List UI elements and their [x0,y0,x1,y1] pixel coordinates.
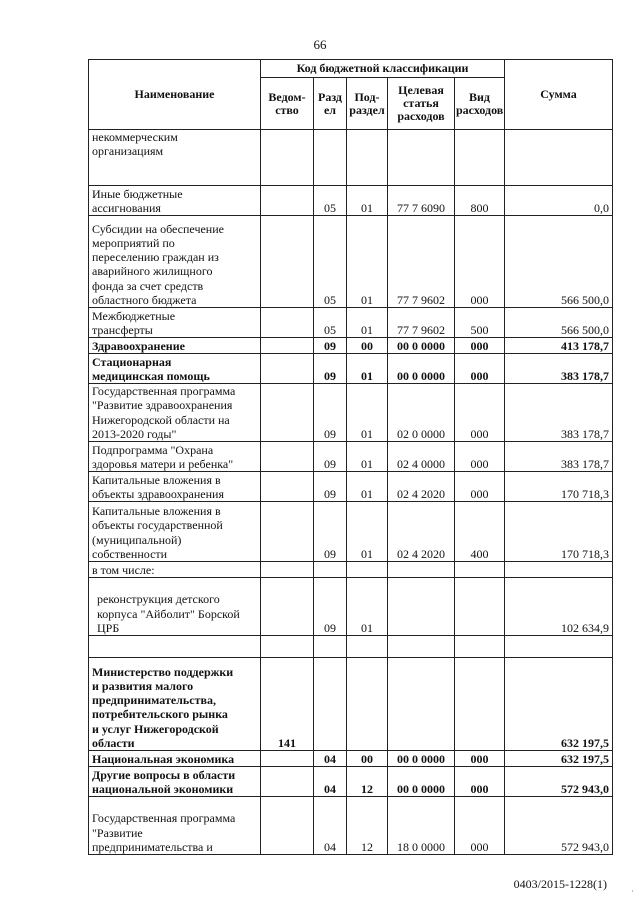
row-podrazdel: 01 [347,354,388,384]
row-name: Межбюджетные трансферты [89,308,261,338]
row-podrazdel: 01 [347,578,388,636]
row-vid [455,636,505,658]
row-name: некоммерческим организациям [89,130,261,186]
row-sum: 0,0 [505,186,613,216]
row-name: Капитальные вложения в объекты здравоохранения [89,472,261,502]
row-sum: 413 178,7 [505,338,613,354]
row-target: 02 4 2020 [388,502,455,562]
row-vid: 800 [455,186,505,216]
row-target: 77 7 6090 [388,186,455,216]
row-sum [505,130,613,186]
row-vid: 000 [455,216,505,308]
row-vedomstvo [261,578,314,636]
row-vid: 000 [455,751,505,767]
row-razdel [314,658,347,751]
row-target: 77 7 9602 [388,308,455,338]
row-razdel: 09 [314,384,347,442]
row-sum: 572 943,0 [505,767,613,797]
table-row [89,338,613,354]
row-name: Здравоохранение [89,338,261,354]
row-vedomstvo [261,442,314,472]
row-name: Государственная программа "Развитие здравоохранения Нижегородской области на 2013-2020 годы" [89,384,261,442]
row-podrazdel: 00 [347,338,388,354]
row-target: 00 0 0000 [388,767,455,797]
row-target [388,130,455,186]
row-vid: 000 [455,354,505,384]
row-vedomstvo [261,354,314,384]
row-vedomstvo [261,767,314,797]
header-vid: Вид расходов [455,78,505,130]
row-name: Капитальные вложения в объекты государственной (муниципальной) собственности [89,502,261,562]
row-razdel: 09 [314,472,347,502]
row-name: Стационарная медицинская помощь [89,354,261,384]
row-razdel: 04 [314,751,347,767]
document-code: 0403/2015-1228(1) [513,877,607,891]
budget-table [88,59,613,855]
row-vid: 000 [455,442,505,472]
row-name: реконструкция детского корпуса "Айболит" Борской ЦРБ [89,578,261,636]
row-podrazdel [347,636,388,658]
row-vedomstvo [261,751,314,767]
row-vid [455,578,505,636]
row-target: 00 0 0000 [388,751,455,767]
table-row [89,797,613,855]
row-sum: 632 197,5 [505,751,613,767]
row-sum: 383 178,7 [505,354,613,384]
row-podrazdel: 01 [347,186,388,216]
row-razdel: 09 [314,354,347,384]
row-sum: 170 718,3 [505,472,613,502]
table-row [89,442,613,472]
row-razdel: 05 [314,216,347,308]
row-target [388,578,455,636]
header-name: Наименование [89,60,261,130]
stray-mark: · [631,886,634,896]
header-code-group: Код бюджетной классификации [261,60,505,78]
row-target: 77 7 9602 [388,216,455,308]
row-name: Национальная экономика [89,751,261,767]
table-row [89,636,613,658]
row-podrazdel: 01 [347,308,388,338]
row-sum [505,562,613,578]
row-vedomstvo [261,130,314,186]
table-row [89,751,613,767]
row-target: 00 0 0000 [388,338,455,354]
row-razdel: 04 [314,797,347,855]
row-podrazdel: 01 [347,502,388,562]
row-sum: 572 943,0 [505,797,613,855]
row-razdel: 09 [314,442,347,472]
row-target: 02 0 0000 [388,384,455,442]
row-vid: 000 [455,384,505,442]
row-target [388,636,455,658]
row-podrazdel [347,658,388,751]
row-razdel: 05 [314,308,347,338]
row-razdel: 09 [314,578,347,636]
row-name: в том числе: [89,562,261,578]
row-name: Субсидии на обеспечение мероприятий по переселению граждан из аварийного жилищного фонда за счет средств областного бюджета [89,216,261,308]
table-row [89,354,613,384]
row-podrazdel [347,130,388,186]
row-razdel [314,130,347,186]
row-sum: 383 178,7 [505,384,613,442]
row-vedomstvo [261,636,314,658]
row-podrazdel: 12 [347,797,388,855]
row-target: 00 0 0000 [388,354,455,384]
row-vedomstvo [261,308,314,338]
row-razdel: 04 [314,767,347,797]
row-name: Подпрограмма "Охрана здоровья матери и ребенка" [89,442,261,472]
row-target: 02 4 2020 [388,472,455,502]
row-vedomstvo [261,186,314,216]
row-vedomstvo: 141 [261,658,314,751]
table-row [89,308,613,338]
row-sum: 170 718,3 [505,502,613,562]
table-row [89,216,613,308]
row-sum: 566 500,0 [505,308,613,338]
row-vedomstvo [261,338,314,354]
row-target: 02 4 0000 [388,442,455,472]
row-vid [455,658,505,751]
row-vid: 500 [455,308,505,338]
row-podrazdel: 00 [347,751,388,767]
header-target: Целевая статья расходов [388,78,455,130]
table-row [89,767,613,797]
row-target: 18 0 0000 [388,797,455,855]
table-row [89,502,613,562]
header-razdel: Разд ел [314,78,347,130]
row-podrazdel: 01 [347,216,388,308]
row-sum: 383 178,7 [505,442,613,472]
row-razdel [314,636,347,658]
row-vid: 000 [455,797,505,855]
row-razdel [314,562,347,578]
header-sum: Сумма [505,60,613,130]
row-vedomstvo [261,384,314,442]
table-row [89,472,613,502]
row-target [388,562,455,578]
row-vedomstvo [261,472,314,502]
row-sum: 566 500,0 [505,216,613,308]
row-name [89,636,261,658]
row-vid: 400 [455,502,505,562]
row-vedomstvo [261,562,314,578]
row-razdel: 09 [314,502,347,562]
row-podrazdel: 12 [347,767,388,797]
row-target [388,658,455,751]
row-podrazdel: 01 [347,384,388,442]
row-podrazdel: 01 [347,442,388,472]
row-podrazdel [347,562,388,578]
header-vedomstvo: Ведом- ство [261,78,314,130]
page-number: 66 [313,37,327,52]
row-vid [455,562,505,578]
row-vedomstvo [261,502,314,562]
row-podrazdel: 01 [347,472,388,502]
row-vedomstvo [261,216,314,308]
table-row [89,562,613,578]
table-row [89,384,613,442]
row-vid: 000 [455,472,505,502]
row-sum: 632 197,5 [505,658,613,751]
header-podrazdel: Под- раздел [347,78,388,130]
row-name: Министерство поддержки и развития малого предпринимательства, потребительского рынка и услуг Нижегородской области [89,658,261,751]
row-sum [505,636,613,658]
row-vedomstvo [261,797,314,855]
row-vid: 000 [455,767,505,797]
table-row [89,130,613,186]
row-razdel: 09 [314,338,347,354]
row-razdel: 05 [314,186,347,216]
row-vid [455,130,505,186]
row-name: Иные бюджетные ассигнования [89,186,261,216]
row-sum: 102 634,9 [505,578,613,636]
row-name: Другие вопросы в области национальной экономики [89,767,261,797]
table-row [89,658,613,751]
table-row [89,186,613,216]
row-name: Государственная программа "Развитие предпринимательства и [89,797,261,855]
table-row [89,578,613,636]
row-vid: 000 [455,338,505,354]
